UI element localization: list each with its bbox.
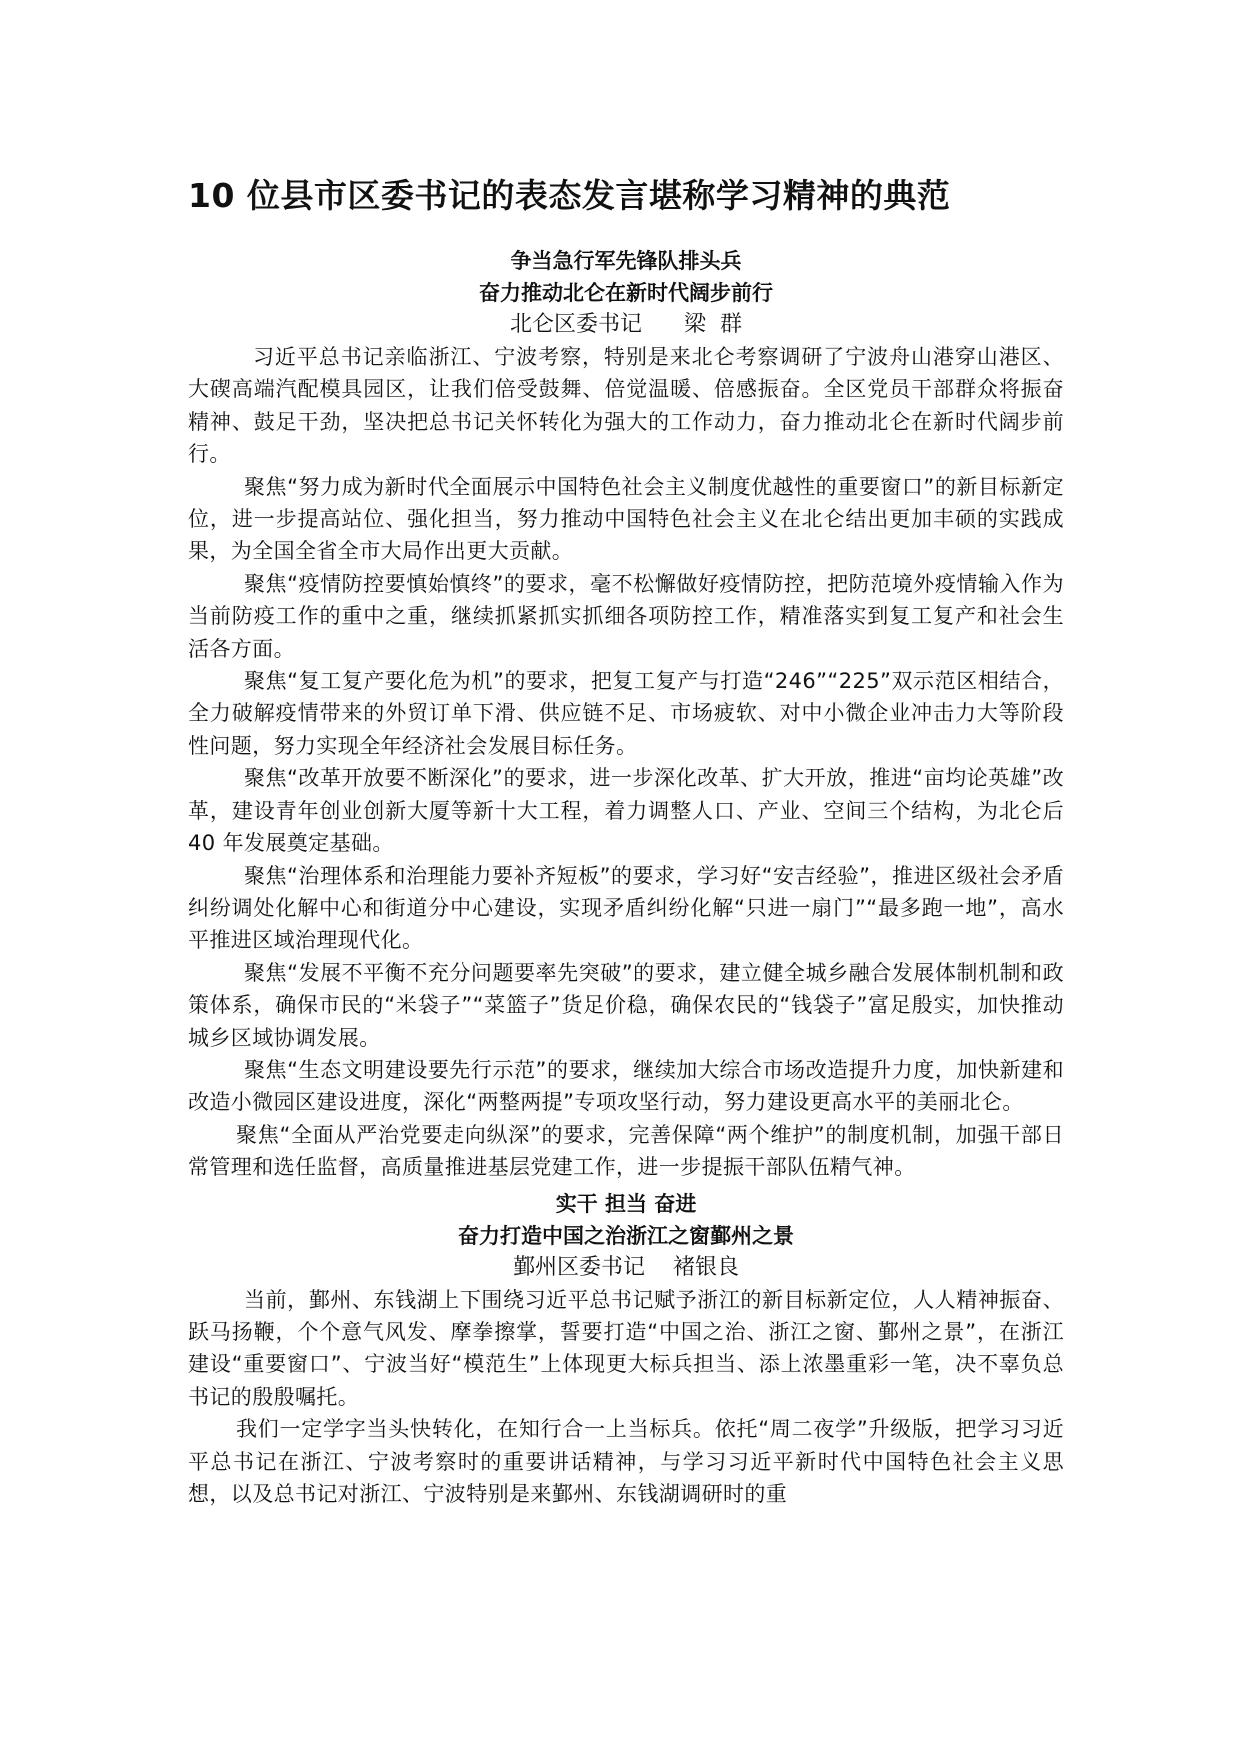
section-2-heading-line2: 奋力打造中国之治浙江之窗鄞州之景 (458, 1223, 794, 1248)
section-1-paragraph: 聚焦“复工复产要化危为机”的要求，把复工复产与打造“246”“225”双示范区相结合，全力破解疫情带来的外贸订单下滑、供应链不足、市场疲软、对中小微企业冲击力大等阶段性问题，努力实现全年经济社会发展目标任务。 (188, 669, 1064, 758)
section-2-paragraph: 我们一定学字当头快转化，在知行合一上当标兵。依托“周二夜学”升级版，把学习习近平总书记在浙江、宁波考察时的重要讲话精神，与学习习近平新时代中国特色社会主义思想，以及总书记对浙江、宁波特别是来鄞州、东钱湖调研时的重 (188, 1417, 1064, 1506)
document-title: 10 位县市区委书记的表态发言堪称学习精神的典范 (188, 176, 951, 215)
section-1-paragraph: 聚焦“发展不平衡不充分问题要率先突破”的要求，建立健全城乡融合发展体制机制和政策体系，确保市民的“米袋子”“菜篮子”货足价稳，确保农民的“钱袋子”富足殷实，加快推动城乡区域协调发展。 (188, 960, 1064, 1050)
section-1-paragraph: 聚焦“全面从严治党要走向纵深”的要求，完善保障“两个维护”的制度机制，加强干部日常管理和选任监督，高质量推进基层党建工作，进一步提振干部队伍精气神。 (188, 1122, 1064, 1180)
section-1-heading-line1: 争当急行军先锋队排头兵 (510, 249, 742, 273)
section-1-paragraph: 聚焦“生态文明建设要先行示范”的要求，继续加大综合市场改造提升力度，加快新建和改造小微园区建设进度，深化“两整两提”专项攻坚行动，努力建设更高水平的美丽北仑。 (188, 1057, 1064, 1115)
section-1-paragraph: 习近平总书记亲临浙江、宁波考察，特别是来北仑考察调研了宁波舟山港穿山港区、大碶高端汽配模具园区，让我们倍受鼓舞、倍觉温暖、倍感振奋。全区党员干部群众将振奋精神、鼓足干劲，坚决把总书记关怀转化为强大的工作动力，奋力推动北仑在新时代阔步前行。 (188, 345, 1064, 467)
section-1-paragraph: 聚焦“努力成为新时代全面展示中国特色社会主义制度优越性的重要窗口”的新目标新定位，进一步提高站位、强化担当，努力推动中国特色社会主义在北仑结出更加丰硕的实践成果，为全国全省全市大局作出更大贡献。 (188, 474, 1064, 564)
document-page (188, 170, 1064, 1510)
section-1-heading-line2: 奋力推动北仑在新时代阔步前行 (479, 281, 773, 305)
section-1-byline: 北仑区委书记 梁 群 (510, 312, 742, 337)
section-2-paragraph: 当前，鄞州、东钱湖上下围绕习近平总书记赋予浙江的新目标新定位，人人精神振奋、跃马扬鞭，个个意气风发、摩拳擦掌，誓要打造“中国之治、浙江之窗、鄞州之景”，在浙江建设“重要窗口”、宁波当好“模范生”上体现更大标兵担当、添上浓墨重彩一笔，决不辜负总书记的殷殷嘱托。 (188, 1287, 1064, 1409)
section-1-paragraph: 聚焦“治理体系和治理能力要补齐短板”的要求，学习好“安吉经验”，推进区级社会矛盾纠纷调处化解中心和街道分中心建设，实现矛盾纠纷化解“只进一扇门”“最多跑一地”，高水平推进区域治理现代化。 (188, 863, 1064, 953)
section-2-heading-line1: 实干 担当 奋进 (555, 1191, 697, 1216)
section-2-byline: 鄞州区委书记 褚银良 (513, 1254, 739, 1280)
section-1-paragraph: 聚焦“疫情防控要慎始慎终”的要求，毫不松懈做好疫情防控，把防范境外疫情输入作为当前防疫工作的重中之重，继续抓紧抓实抓细各项防控工作，精准落实到复工复产和社会生活各方面。 (188, 571, 1064, 661)
section-1-paragraph: 聚焦“改革开放要不断深化”的要求，进一步深化改革、扩大开放，推进“亩均论英雄”改革，建设青年创业创新大厦等新十大工程，着力调整人口、产业、空间三个结构，为北仑后 40 年发展奠定基础。 (188, 766, 1064, 856)
